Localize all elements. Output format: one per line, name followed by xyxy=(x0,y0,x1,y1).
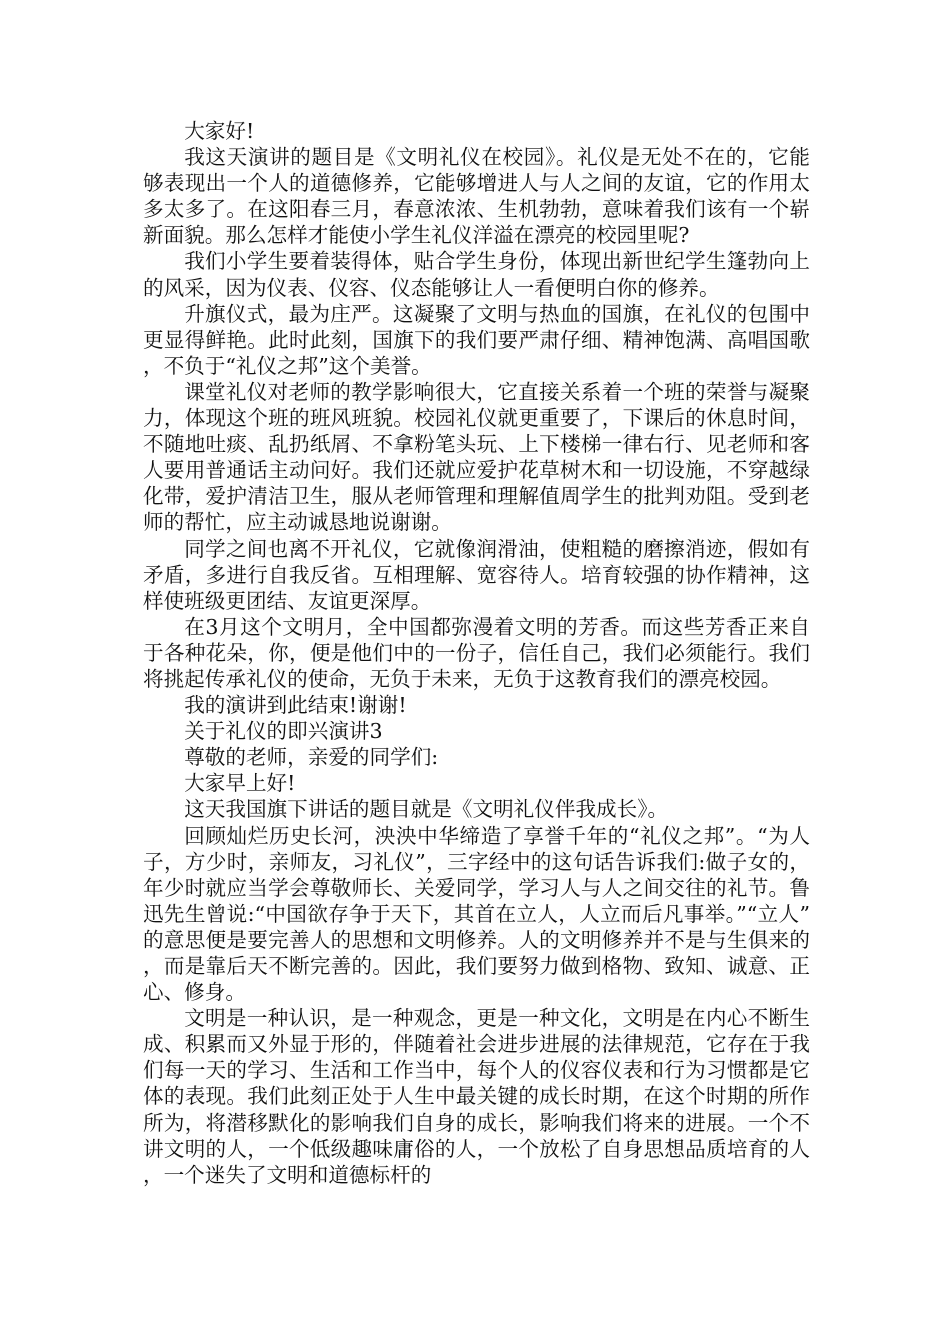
paragraph-closing: 我的演讲到此结束!谢谢! xyxy=(184,693,407,718)
paragraph-speech-title: 这天我国旗下讲话的题目就是《文明礼仪伴我成长》。 xyxy=(184,797,669,822)
paragraph-history: 回顾灿烂历史长河，泱泱中华缔造了享誉千年的“礼仪之邦”。“为人子，方少时，亲师友，习礼仪”，三字经中的这句话告诉我们:做子女的，年少时就应当学会尊敬师长、关爱同学，学习人与人之间交往的礼节。鲁迅先生曾说:“中国欲存争于天下，其首在立人，人立而后凡事举。”“立人”的意思便是要完善人的思想和文明修养。人的文明修养并不是与生俱来的，而是靠后天不断完善的。因此，我们要努力做到格物、致知、诚意、正心、修身。 xyxy=(143,823,810,1005)
paragraph-flag-ceremony: 升旗仪式，最为庄严。这凝聚了文明与热血的国旗，在礼仪的包围中更显得鲜艳。此时此刻，国旗下的我们要严肃仔细、精神饱满、高唱国歌，不负于“礼仪之邦”这个美誉。 xyxy=(143,301,810,378)
document-body xyxy=(143,118,810,1188)
paragraph-topic: 我这天演讲的题目是《文明礼仪在校园》。礼仪是无处不在的，它能够表现出一个人的道德修养，它能够增进人与人之间的友谊，它的作用太多太多了。在这阳春三月，春意浓浓、生机勃勃，意味着我们该有一个崭新面貌。那么怎样才能使小学生礼仪洋溢在漂亮的校园里呢? xyxy=(143,145,810,248)
paragraph-greeting: 大家好! xyxy=(184,119,255,143)
paragraph-dress: 我们小学生要着装得体，贴合学生身份，体现出新世纪学生篷勃向上的风采，因为仪表、仪容、仪态能够让人一看便明白你的修养。 xyxy=(143,249,810,300)
paragraph-march: 在3月这个文明月，全中国都弥漫着文明的芳香。而这些芳香正来自于各种花朵，你，便是他们中的一份子，信任自己，我们必须能行。我们将挑起传承礼仪的使命，无负于未来，无负于这教育我们的漂亮校园。 xyxy=(143,614,810,691)
paragraph-classroom: 课堂礼仪对老师的教学影响很大，它直接关系着一个班的荣誉与凝聚力，体现这个班的班风班貌。校园礼仪就更重要了，下课后的休息时间，不随地吐痰、乱扔纸屑、不拿粉笔头玩、上下楼梯一律右行、见老师和客人要用普通话主动问好。我们还就应爱护花草树木和一切设施，不穿越绿化带，爱护清洁卫生，服从老师管理和理解值周学生的批判劝阻。受到老师的帮忙，应主动诚恳地说谢谢。 xyxy=(143,379,810,535)
paragraph-good-morning: 大家早上好! xyxy=(184,771,296,796)
paragraph-salutation: 尊敬的老师，亲爱的同学们: xyxy=(184,745,439,770)
paragraph-classmates: 同学之间也离不开礼仪，它就像润滑油，使粗糙的磨擦消迹，假如有矛盾，多进行自我反省。互相理解、宽容待人。培育较强的协作精神，这样使班级更团结、友谊更深厚。 xyxy=(143,536,810,613)
section-heading: 关于礼仪的即兴演讲3 xyxy=(184,719,383,744)
paragraph-civilization: 文明是一种认识，是一种观念，更是一种文化，文明是在内心不断生成、积累而又外显于形的，伴随着社会进步进展的法律规范，它存在于我们每一天的学习、生活和工作当中，每个人的仪容仪表和行为习惯都是它体的表现。我们此刻正处于人生中最关键的成长时期，在这个时期的所作所为，将潜移默化的影响我们自身的成长，影响我们将来的进展。一个不讲文明的人，一个低级趣味庸俗的人，一个放松了自身思想品质培育的人，一个迷失了文明和道德标杆的 xyxy=(143,1006,810,1187)
